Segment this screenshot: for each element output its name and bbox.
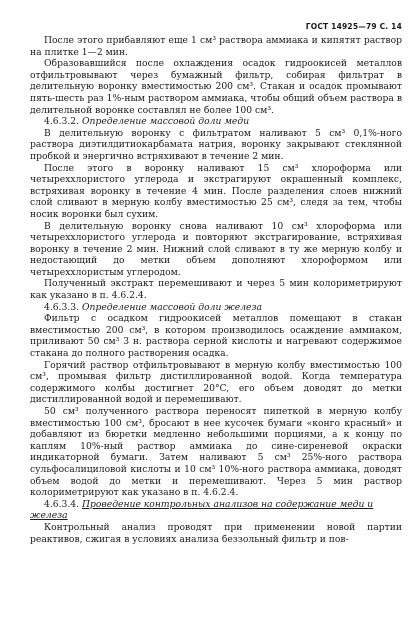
- section-heading-iron: [30, 302, 402, 314]
- section-number: 4.6.3.2.: [44, 116, 80, 128]
- paragraph: После этого в воронку наливают 15 см³ хлороформа или четыреххлористого углерода и экстрагируют окрашенный комплекс, встряхивая воронку в течение 4 мин. После разделения слоев нижний слой сливают в мерную колбу вместимостью 25 см³, следя за тем, чтобы носик воронки был сухим.: [30, 162, 402, 220]
- section-heading-copper: [30, 116, 402, 128]
- paragraph: Фильтр с осадком гидроокисей металлов помещают в стакан вместимостью 200 см³, в котором производилось осаждение аммиаком, приливают 50 см³ 3 н. раствора серной кислоты и нагревают содержимое стакана до полного растворения осадка.: [30, 313, 402, 360]
- paragraph: После этого прибавляют еще 1 см³ раствора аммиака и кипятят раствор на плитке 1—2 мин.: [30, 35, 402, 58]
- paragraph: Горячий раствор отфильтровывают в мерную колбу вместимостью 100 см³, промывая фильтр дистиллированной водой. Когда температура содержимого колбы достигнет 20°C, его объем доводят до метки дистиллированной водой и перемешивают.: [30, 359, 402, 406]
- section-heading-control: [30, 499, 402, 522]
- document-page: [30, 22, 402, 545]
- section-title: Проведение контрольных анализов на содержание меди и железа: [30, 498, 374, 522]
- section-title: Определение массовой доли меди: [82, 116, 250, 128]
- paragraph: Полученный экстракт перемешивают и через 5 мин колориметрируют как указано в п. 4.6.2.4.: [30, 278, 402, 302]
- section-number: 4.6.3.3.: [44, 301, 80, 313]
- paragraph: Образовавшийся после охлаждения осадок гидроокисей металлов отфильтровывают через бумажный фильтр, собирая фильтрат в делительную воронку вместимостью 200 см³. Стакан и осадок промывают пять-шесть раз 1%-ным раствором аммиака, чтобы общий объем раствора в делительной воронке составлял не более 100 см³.: [30, 58, 402, 116]
- paragraph: В делительную воронку снова наливают 10 см³ хлороформа или четыреххлористого углерода и повторяют экстрагирование, встряхивая воронку в течение 2 мин. Нижний слой сливают в ту же мерную колбу и недостающий до метки объем дополняют хлороформом или четыреххлористым углеродом.: [30, 220, 402, 278]
- paragraph: 50 см³ полученного раствора переносят пипеткой в мерную колбу вместимостью 100 см³, бросают в нее кусочек бумаги «конго красный» и добавляют из бюретки медленно небольшими порциями, а к концу по каплям 10%-ный раствор аммиака до сине-сиреневой окраски индикаторной бумаги. Затем наливают 5 см³ 25%-ного раствора сульфосалициловой кислоты и 10 см³ 10%-ного раствора аммиака, доводят объем водой до метки и перемешивают. Через 5 мин раствор колориметрируют как указано в п. 4.6.2.4.: [30, 406, 402, 499]
- paragraph: В делительную воронку с фильтратом наливают 5 см³ 0,1%-ного раствора диэтилдитиокарбамата натрия, воронку закрывают стеклянной пробкой и энергично встряхивают в течение 2 мин.: [30, 127, 402, 162]
- section-title: Определение массовой доли железа: [82, 301, 262, 313]
- page-header: ГОСТ 14925—79 С. 14: [305, 22, 402, 31]
- paragraph: Контрольный анализ проводят при применении новой партии реактивов, сжигая в условиях анализа беззольный фильтр и пов-: [30, 521, 402, 545]
- section-number: 4.6.3.4.: [44, 498, 80, 510]
